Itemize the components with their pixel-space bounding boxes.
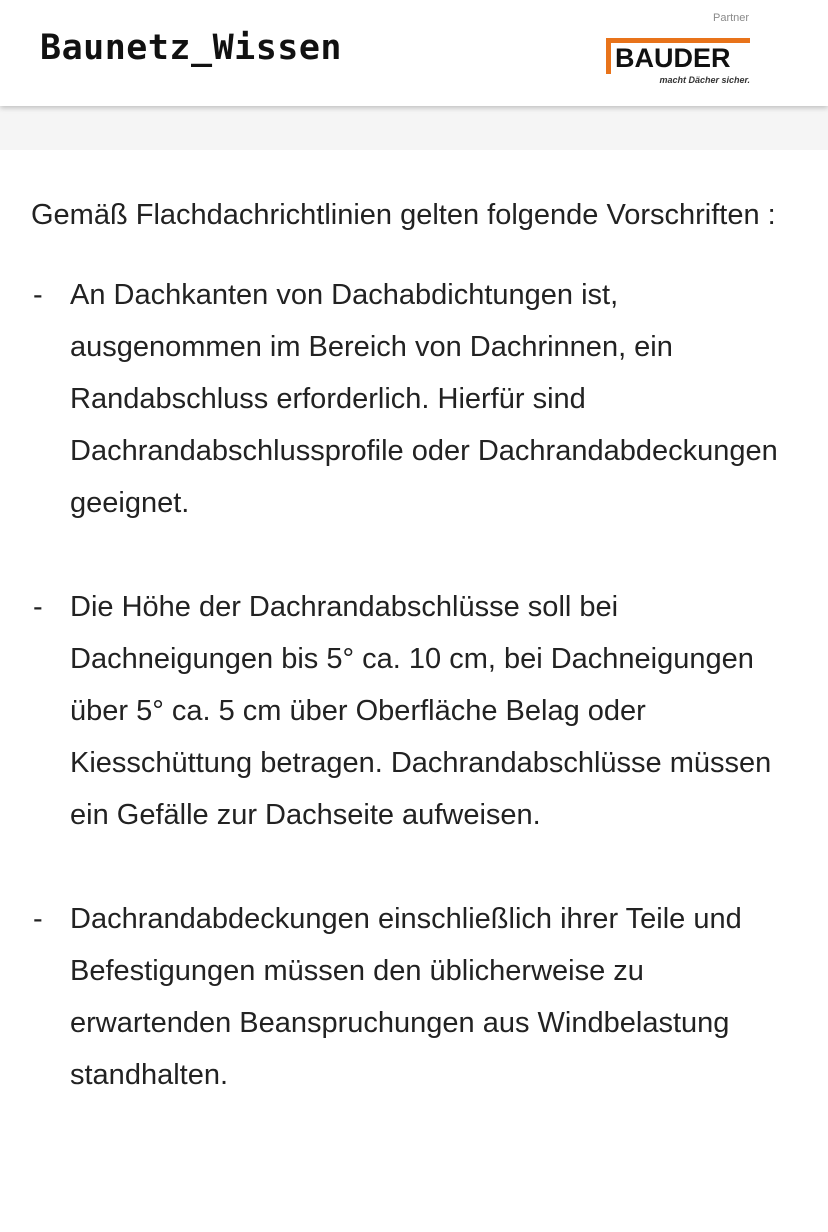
partner-logo-link[interactable]	[606, 38, 750, 88]
article-content	[31, 189, 801, 1101]
intro-text: Gemäß Flachdachrichtlinien gelten folgende Vorschriften :	[31, 199, 776, 231]
list-item	[31, 581, 801, 841]
site-header	[0, 0, 828, 106]
list-bullet: -	[33, 903, 43, 935]
list-item	[31, 269, 801, 529]
list-item-text: Dachrandabdeckungen einschließlich ihrer Teile und Befestigungen müssen den üblicherweise zu erwartenden Beanspruchungen aus Windbelastung standhalten.	[70, 903, 742, 1091]
rule-list	[31, 269, 801, 1101]
partner-label: Partner	[713, 12, 750, 24]
partner-logo-slogan: macht Dächer sicher.	[659, 75, 750, 85]
sub-navigation-bar	[0, 106, 828, 150]
partner-logo-name: BAUDER	[615, 43, 731, 73]
list-bullet: -	[33, 279, 43, 311]
list-item-text: An Dachkanten von Dachabdichtungen ist, ausgenommen im Bereich von Dachrinnen, ein Randabschluss erforderlich. Hierfür sind Dachrandabschlussprofile oder Dachrandabdeckungen geeignet.	[70, 279, 778, 519]
list-item	[31, 893, 801, 1101]
list-bullet: -	[33, 591, 43, 623]
site-title-link[interactable]: Baunetz_Wissen	[40, 28, 343, 68]
list-item-text: Die Höhe der Dachrandabschlüsse soll bei Dachneigungen bis 5° ca. 10 cm, bei Dachneigungen über 5° ca. 5 cm über Oberfläche Belag oder Kiesschüttung betragen. Dachrandabschlüsse müssen ein Gefälle zur Dachseite aufweisen.	[70, 591, 772, 831]
logo-accent-side	[606, 38, 611, 74]
